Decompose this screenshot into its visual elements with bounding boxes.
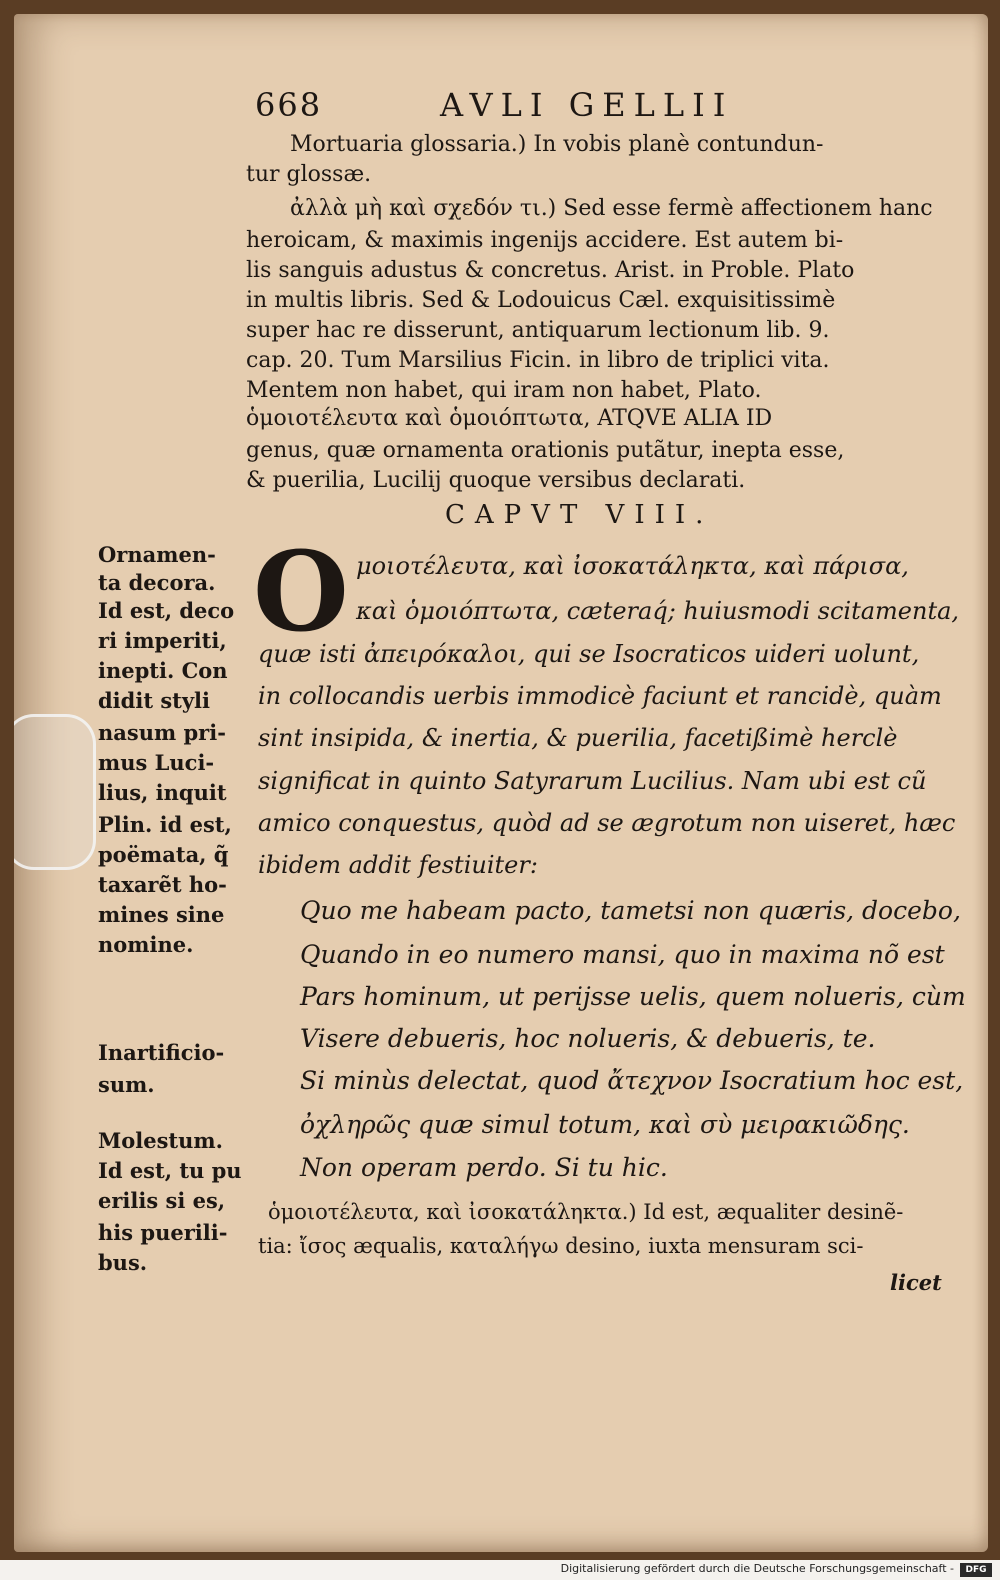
- margin-note: mus Luci-: [98, 750, 215, 775]
- margin-note: bus.: [98, 1250, 148, 1275]
- main-line: quæ isti ἀπειρόκαλοι, qui se Isocraticos uideri uolunt,: [258, 640, 920, 668]
- top-line: super hac re disserunt, antiquarum lectionum lib. 9.: [246, 318, 830, 343]
- dfg-logo-icon: DFG: [960, 1563, 992, 1577]
- main-line: amico conquestus, quòd ad se ægrotum non uiseret, hæc: [258, 809, 956, 837]
- verse-line: Si minùs delectat, quod ἄτεχνον Isocratium hoc est,: [300, 1066, 964, 1095]
- bottom-line: ὁμοιοτέλευτα, καὶ ἰσοκατάληκτα.) Id est, æqualiter desinẽ-: [268, 1200, 904, 1224]
- margin-note: his puerili-: [98, 1220, 228, 1245]
- margin-note: didit styli: [98, 688, 211, 713]
- margin-note: Inartificio-: [98, 1040, 225, 1065]
- footer-bar: [0, 1560, 1000, 1580]
- top-line: lis sanguis adustus & concretus. Arist. in Proble. Plato: [246, 258, 855, 283]
- top-line: Mentem non habet, qui iram non habet, Plato.: [246, 378, 762, 403]
- main-line: sint insipida, & inertia, & puerilia, facetißimè herclè: [258, 724, 898, 752]
- main-line: καὶ ὁμοιόπτωτα, cæteraq́; huiusmodi scitamenta,: [356, 597, 960, 625]
- margin-note: ri imperiti,: [98, 628, 227, 653]
- verse-line: Quo me habeam pacto, tametsi non quæris, docebo,: [300, 896, 961, 925]
- margin-note: taxarẽt ho-: [98, 872, 227, 897]
- margin-note: nasum pri-: [98, 720, 226, 745]
- drop-cap: O: [253, 527, 349, 656]
- page-number: 668: [255, 86, 323, 124]
- top-line: & puerilia, Lucilij quoque versibus declarati.: [246, 468, 746, 493]
- verse-line: Non operam perdo. Si tu hic.: [300, 1153, 668, 1182]
- verse-line: Pars hominum, ut perijsse uelis, quem nolueris, cùm: [300, 982, 966, 1011]
- main-line: significat in quinto Satyrarum Lucilius. Nam ubi est cũ: [258, 767, 927, 795]
- top-line: Mortuaria glossaria.) In vobis planè contundun-: [290, 132, 824, 157]
- chapter-heading: CAPVT VIII.: [445, 500, 714, 530]
- margin-note: Molestum.: [98, 1128, 223, 1153]
- top-line: genus, quæ ornamenta orationis putãtur, inepta esse,: [246, 438, 845, 463]
- verse-line: Visere debueris, hoc nolueris, & debueris, te.: [300, 1024, 876, 1053]
- top-line: ὁμοιοτέλευτα καὶ ὁμοιόπτωτα, ATQVE ALIA ID: [246, 406, 773, 431]
- margin-note: Plin. id est,: [98, 812, 232, 837]
- page-clip: [14, 714, 96, 870]
- verse-line: ὀχληρῶς quæ simul totum, καὶ σὺ μειρακιῶδης.: [300, 1110, 910, 1139]
- margin-note: Id est, tu pu: [98, 1158, 242, 1183]
- margin-note: poëmata, q̃: [98, 842, 229, 867]
- running-head: [255, 86, 955, 134]
- footer-credit: Digitalisierung gefördert durch die Deutsche Forschungsgemeinschaft -: [560, 1562, 954, 1575]
- margin-note: inepti. Con: [98, 658, 228, 683]
- main-line: μοιοτέλευτα, καὶ ἰσοκατάληκτα, καὶ πάρισα,: [356, 552, 909, 580]
- top-line: in multis libris. Sed & Lodouicus Cæl. exquisitissimè: [246, 288, 836, 313]
- margin-note: Id est, deco: [98, 598, 235, 623]
- margin-note: nomine.: [98, 932, 194, 957]
- margin-note: Ornamen-: [98, 542, 216, 567]
- main-line: in collocandis uerbis immodicè faciunt et rancidè, quàm: [258, 682, 942, 710]
- top-line: cap. 20. Tum Marsilius Ficin. in libro de triplici vita.: [246, 348, 830, 373]
- running-title: AVLI GELLII: [440, 86, 734, 124]
- top-line: ἀλλὰ μὴ καὶ σχεδόν τι.) Sed esse fermè affectionem hanc: [290, 196, 933, 221]
- top-line: tur glossæ.: [246, 162, 372, 187]
- top-line: heroicam, & maximis ingenijs accidere. Est autem bi-: [246, 228, 844, 253]
- catchword: licet: [890, 1270, 942, 1295]
- margin-note: mines sine: [98, 902, 225, 927]
- verse-line: Quando in eo numero mansi, quo in maxima nõ est: [300, 940, 945, 969]
- margin-note: erilis si es,: [98, 1188, 226, 1213]
- bottom-line: tia: ἴσος æqualis, καταλήγω desino, iuxta mensuram sci-: [258, 1234, 864, 1258]
- main-line: ibidem addit festiuiter:: [258, 851, 538, 879]
- margin-note: ta decora.: [98, 570, 216, 595]
- margin-note: lius, inquit: [98, 780, 227, 805]
- margin-note: sum.: [98, 1072, 155, 1097]
